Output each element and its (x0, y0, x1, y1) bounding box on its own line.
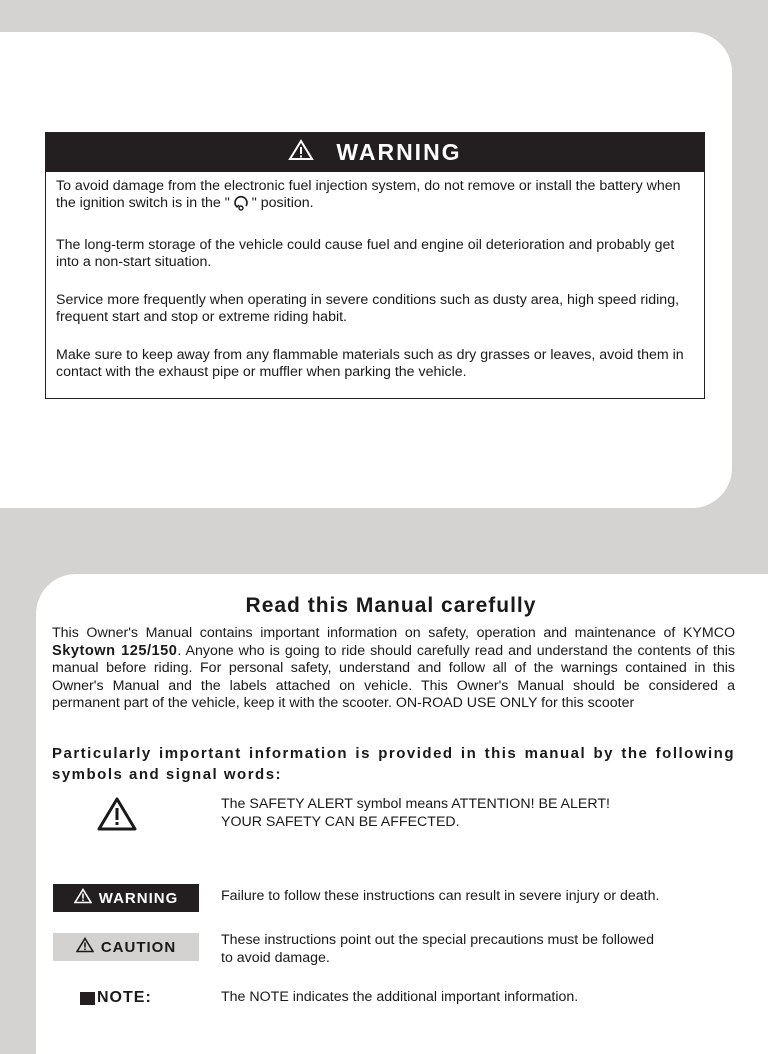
warning-body (46, 172, 704, 381)
warning-paragraph-4: Make sure to keep away from any flammable materials such as dry grasses or leaves, avoid them in contact with the exhaust pipe or muffler when parking the vehicle. (56, 347, 684, 380)
alert-line-2: YOUR SAFETY CAN BE AFFECTED. (221, 813, 460, 830)
note-square-icon (80, 992, 95, 1005)
warning-label-text: WARNING (98, 889, 179, 907)
warning-description: Failure to follow these instructions can result in severe injury or death. (221, 888, 660, 904)
caution-line-2: to avoid damage. (221, 949, 330, 966)
caution-line-1: These instructions point out the special precautions must be followed (221, 932, 654, 948)
warning-triangle-icon (288, 139, 314, 166)
warning-header (46, 133, 704, 172)
warning-label (53, 884, 199, 912)
caution-description (221, 932, 654, 967)
warning-paragraph-3: Service more frequently when operating in severe conditions such as dusty area, high speed riding, frequent start and stop or extreme riding habit. (56, 292, 680, 325)
manual-intro (52, 625, 735, 713)
safety-alert-triangle-icon (96, 796, 138, 837)
warning-paragraph-1 (56, 178, 694, 216)
warning-p1-start: To avoid damage from the electronic fuel injection system, do not remove or install the battery when the ignition switch is in the " (56, 178, 681, 211)
model-name: Skytown 125/150 (52, 642, 178, 659)
alert-line-1: The SAFETY ALERT symbol means ATTENTION! BE ALERT! (221, 796, 610, 812)
note-label (80, 989, 152, 1007)
intro-end: . Anyone who is going to ride should carefully read and understand the contents of this manual before riding. For personal safety, understand and follow all of the warnings contained in this Owner's Manual and the labels attached on vehicle. This Owner's Manual should be considered a permanent part of the vehicle, keep it with the scooter. ON-ROAD USE ONLY for this scooter (52, 642, 735, 712)
warning-title: WARNING (336, 139, 462, 165)
note-description: The NOTE indicates the additional important information. (221, 989, 579, 1005)
caution-label-triangle-icon (76, 937, 94, 957)
note-label-text: NOTE: (97, 989, 152, 1006)
intro-start: This Owner's Manual contains important information on safety, operation and maintenance of KYMCO (52, 625, 735, 641)
ignition-off-icon (232, 195, 250, 216)
warning-box (45, 132, 705, 399)
caution-label-text: CAUTION (100, 938, 177, 956)
manual-title: Read this Manual carefully (245, 594, 537, 617)
warning-p1-end: " position. (251, 195, 314, 211)
warning-label-triangle-icon (74, 888, 92, 908)
warning-paragraph-2: The long-term storage of the vehicle could cause fuel and engine oil deterioration and probably get into a non-start situation. (56, 237, 675, 270)
safety-alert-text (221, 796, 610, 831)
caution-label (53, 933, 199, 961)
symbols-intro: Particularly important information is provided in this manual by the following symbols and signal words: (52, 745, 735, 783)
